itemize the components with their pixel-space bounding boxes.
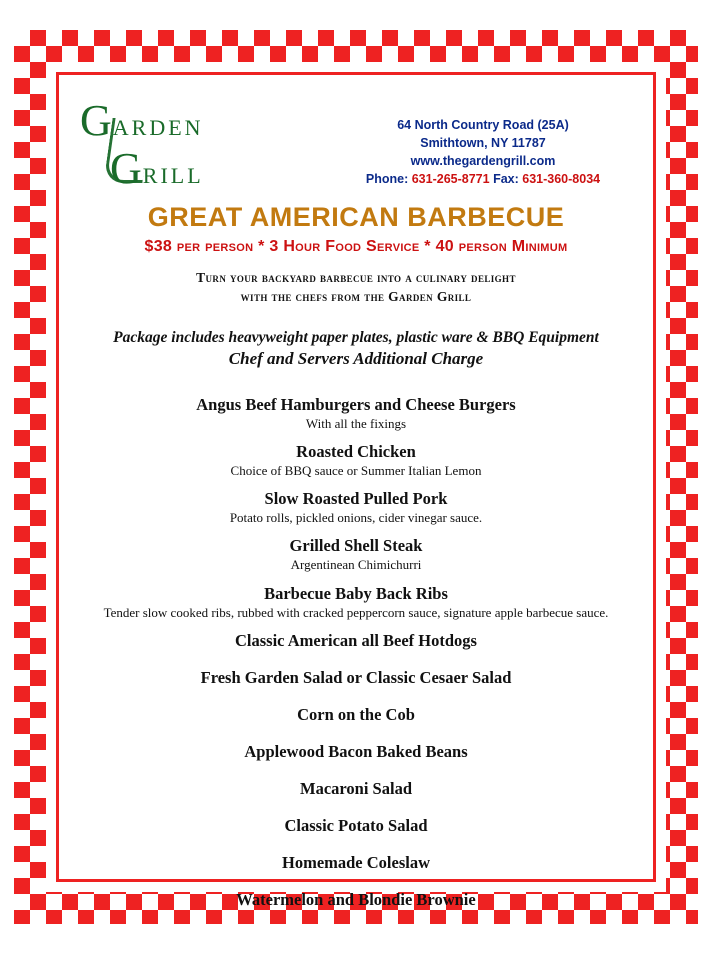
menu-item-description: Tender slow cooked ribs, rubbed with cracked peppercorn sauce, signature apple barbecue sauce. xyxy=(103,604,609,620)
menu-item-name: Barbecue Baby Back Ribs xyxy=(264,583,448,603)
menu-item xyxy=(66,779,646,799)
contact-website[interactable]: www.thegardengrill.com xyxy=(410,154,556,169)
menu-item-name: Homemade Coleslaw xyxy=(281,852,431,872)
header xyxy=(66,82,646,193)
logo-grill-rest: rill xyxy=(142,154,204,190)
menu-item xyxy=(66,489,646,526)
contact-city-state-zip: Smithtown, NY 11787 xyxy=(420,136,546,151)
tagline-line-2: with the chefs from the Garden Grill xyxy=(240,289,472,305)
menu-item xyxy=(66,584,646,621)
menu-item-name: Fresh Garden Salad or Classic Cesaer Salad xyxy=(200,667,512,687)
menu-item xyxy=(66,536,646,573)
menu-item-name: Macaroni Salad xyxy=(300,778,412,798)
menu-item-name: Classic American all Beef Hotdogs xyxy=(235,630,477,650)
package-includes-line-2: Chef and Servers Additional Charge xyxy=(228,348,484,368)
logo-garden-rest: arden xyxy=(112,107,204,142)
fax-number: 631-360-8034 xyxy=(522,172,601,187)
package-includes xyxy=(66,329,646,369)
menu-item-name: Applewood Bacon Baked Beans xyxy=(244,741,468,761)
phone-number[interactable]: 631-265-8771 xyxy=(411,172,490,187)
menu-list xyxy=(66,395,646,910)
menu-item xyxy=(66,442,646,479)
menu-item-description: With all the fixings xyxy=(305,415,407,431)
menu-item-name: Corn on the Cob xyxy=(297,704,415,724)
menu-item-name: Angus Beef Hamburgers and Cheese Burgers xyxy=(196,394,516,414)
pricing-terms: $38 per person * 3 Hour Food Service * 40 person Minimum xyxy=(144,237,568,255)
menu-item-description: Potato rolls, pickled onions, cider vinegar sauce. xyxy=(229,510,483,526)
menu-item-name: Classic Potato Salad xyxy=(284,815,428,835)
menu-item xyxy=(66,705,646,725)
tagline xyxy=(66,268,646,307)
menu-item-description: Choice of BBQ sauce or Summer Italian Lemon xyxy=(230,462,482,478)
checkered-border xyxy=(14,30,698,924)
menu-item xyxy=(66,742,646,762)
logo-grill-capital: G xyxy=(110,143,143,193)
logo-garden-capital: G xyxy=(80,96,113,145)
contact-phone-fax xyxy=(330,170,636,188)
tagline-line-1: Turn your backyard barbecue into a culinary delight xyxy=(196,269,516,285)
menu-item xyxy=(66,395,646,432)
menu-item-name: Roasted Chicken xyxy=(296,441,416,461)
menu-item xyxy=(66,668,646,688)
menu-content xyxy=(66,82,646,909)
menu-item xyxy=(66,890,646,910)
fax-label: Fax: xyxy=(493,172,519,187)
contact-block xyxy=(330,100,636,189)
phone-label: Phone: xyxy=(365,172,409,187)
menu-item-name: Watermelon and Blondie Brownie xyxy=(236,889,476,909)
menu-item-description: Argentinean Chimichurri xyxy=(290,557,422,573)
menu-item xyxy=(66,853,646,873)
package-includes-line-1: Package includes heavyweight paper plates, plastic ware & BBQ Equipment xyxy=(113,328,599,346)
contact-address: 64 North Country Road (25A) xyxy=(397,118,569,132)
page-title: GREAT AMERICAN BARBECUE xyxy=(147,201,565,232)
menu-item xyxy=(66,631,646,651)
garden-grill-logo xyxy=(80,96,330,193)
menu-item xyxy=(66,816,646,836)
menu-item-name: Slow Roasted Pulled Pork xyxy=(264,489,448,509)
menu-item-name: Grilled Shell Steak xyxy=(289,536,423,556)
